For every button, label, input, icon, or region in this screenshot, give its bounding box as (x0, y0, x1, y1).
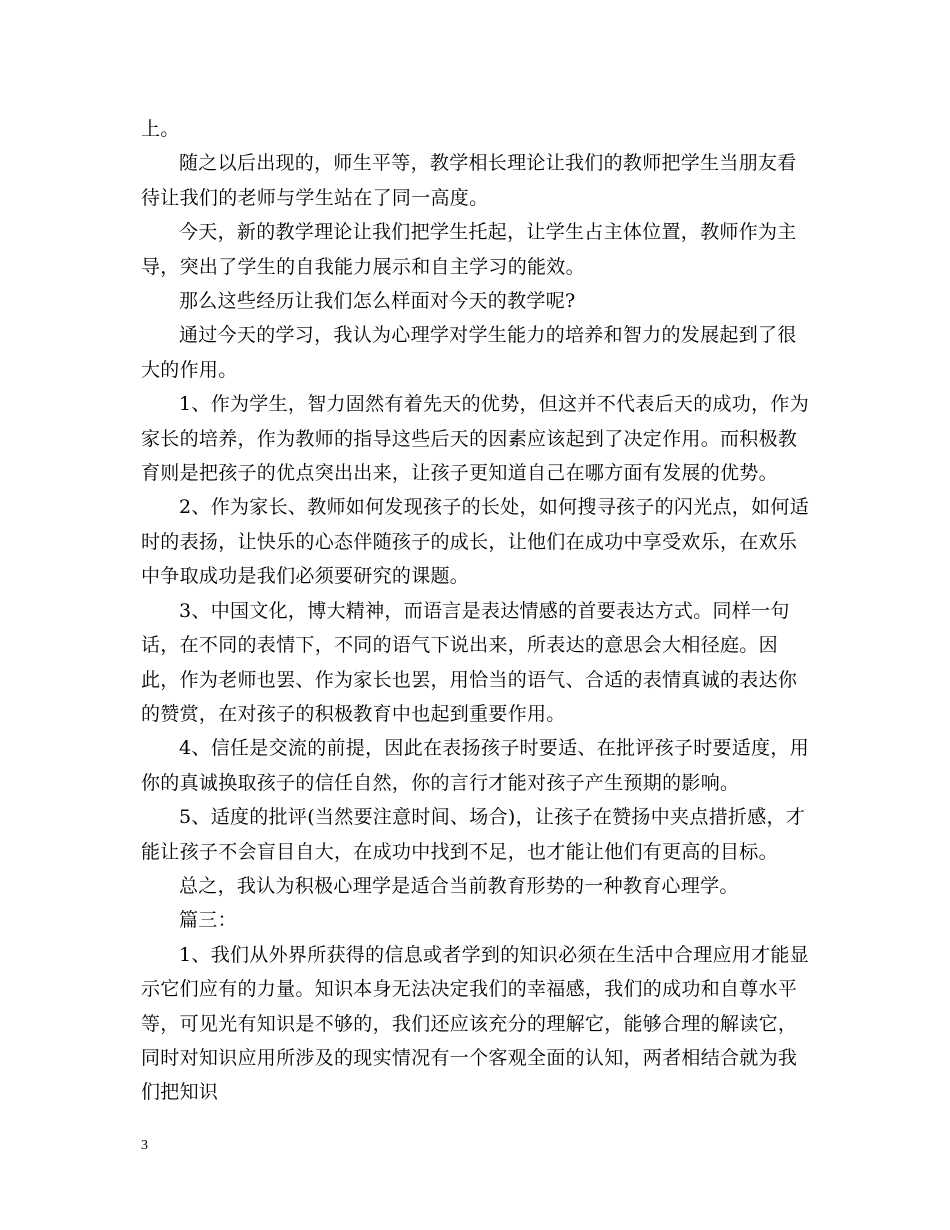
paragraph: 1、作为学生，智力固然有着先天的优势，但这并不代表后天的成功，作为家长的培养，作为教师的指导这些后天的因素应该起到了决定作用。而积极教育则是把孩子的优点突出出来，让孩子更知道自己在哪方面有发展的优势。 (141, 393, 809, 485)
paragraph: 1、我们从外界所获得的信息或者学到的知识必须在生活中合理应用才能显示它们应有的力量。知识本身无法决定我们的幸福感，我们的成功和自尊水平等，可见光有知识是不够的，我们还应该充分的理解它，能够合理的解读它，同时对知识应用所涉及的现实情况有一个客观全面的认知，两者相结合就为我们把知识 (141, 943, 809, 1104)
body-text (141, 112, 813, 1110)
paragraph: 上。 (141, 118, 180, 140)
paragraph: 那么这些经历让我们怎么样面对今天的教学呢? (179, 290, 576, 313)
paragraph: 通过今天的学习，我认为心理学对学生能力的培养和智力的发展起到了很大的作用。 (141, 324, 797, 381)
paragraph: 今天，新的教学理论让我们把学生托起，让学生占主体位置，教师作为主导，突出了学生的自我能力展示和自主学习的能效。 (141, 221, 797, 278)
paragraph: 3、中国文化，博大精神，而语言是表达情感的首要表达方式。同样一句话，在不同的表情下，不同的语气下说出来，所表达的意思会大相径庭。因此，作为老师也罢、作为家长也罢，用恰当的语气、合适的表情真诚的表达你的赞赏，在对孩子的积极教育中也起到重要作用。 (141, 599, 798, 725)
paragraph: 随之以后出现的，师生平等，教学相长理论让我们的教师把学生当朋友看待让我们的老师与学生站在了同一高度。 (141, 152, 797, 209)
paragraph: 4、信任是交流的前提，因此在表扬孩子时要适、在批评孩子时要适度，用你的真诚换取孩子的信任自然，你的言行才能对孩子产生预期的影响。 (141, 737, 809, 794)
paragraph: 总之，我认为积极心理学是适合当前教育形势的一种教育心理学。 (179, 874, 739, 897)
page-number: 3 (141, 1138, 148, 1153)
paragraph: 2、作为家长、教师如何发现孩子的长处，如何搜寻孩子的闪光点，如何适时的表扬，让快乐的心态伴随孩子的成长，让他们在成功中享受欢乐，在欢乐中争取成功是我们必须要研究的课题。 (141, 496, 809, 588)
section-heading: 篇三： (179, 909, 237, 932)
paragraph: 5、适度的批评(当然要注意时间、场合)，让孩子在赞扬中夹点措折感，才能让孩子不会盲目自大，在成功中找到不足，也才能让他们有更高的目标。 (141, 806, 806, 863)
